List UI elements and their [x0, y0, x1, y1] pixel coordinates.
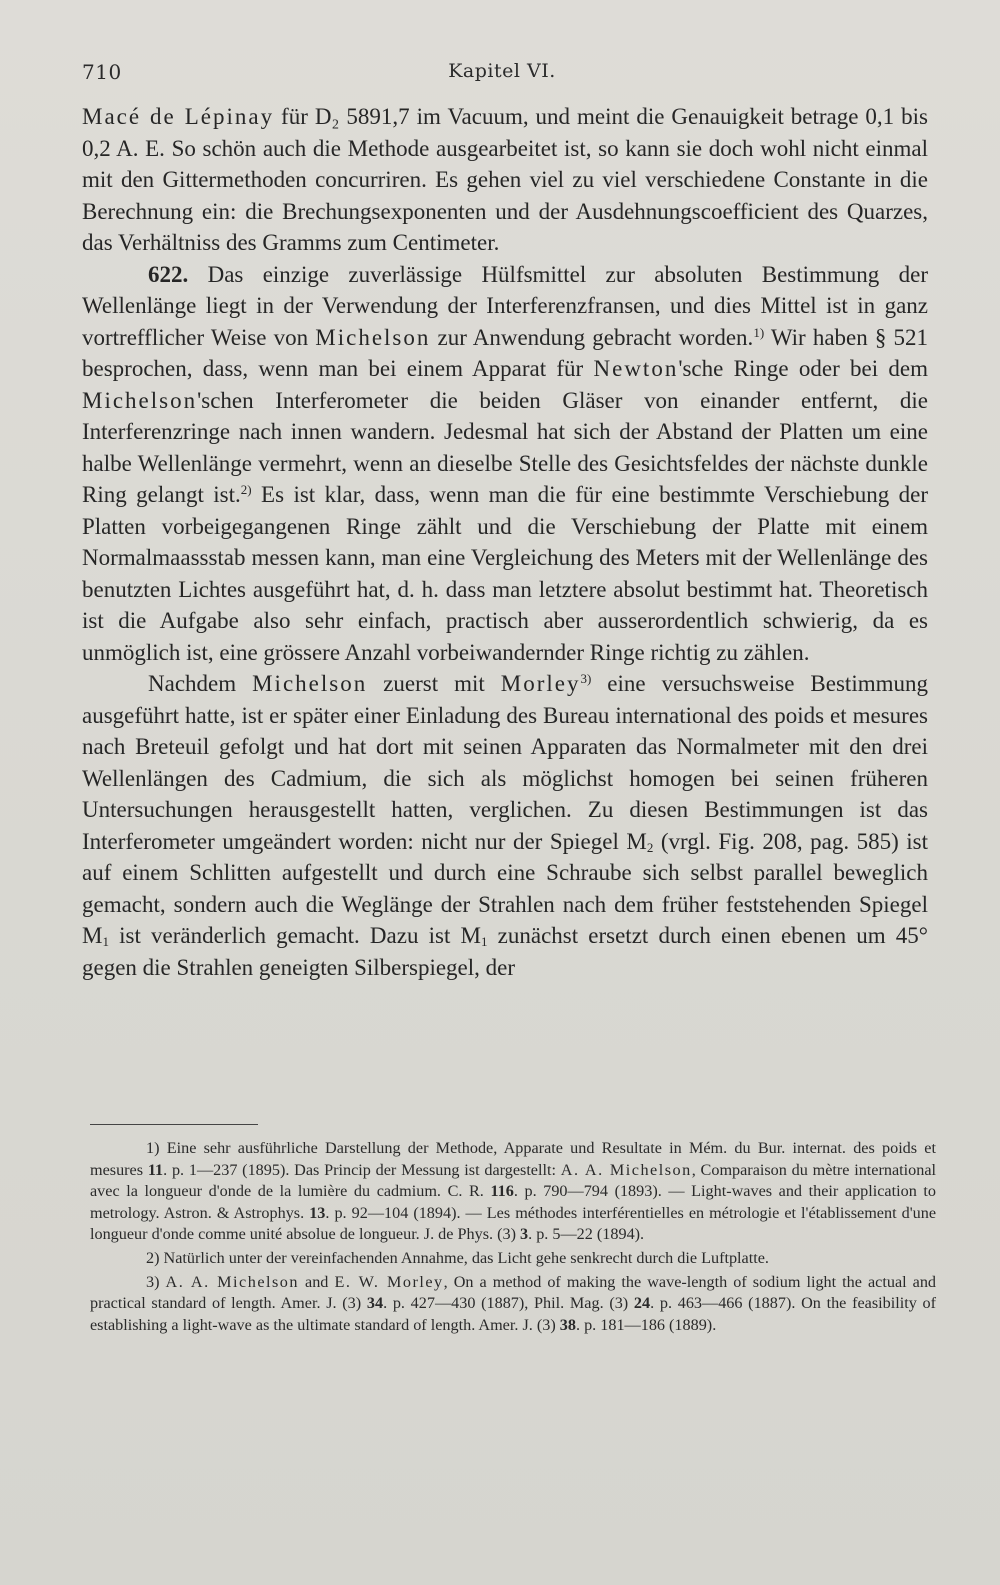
section-number: 622. [148, 261, 189, 287]
footnote-1 [90, 1138, 936, 1246]
footnote-text: . p. 790—794 (1893). — Light-waves and their application to metrology. Astron. & Astrophys. [90, 1182, 936, 1222]
footnote-divider [90, 1124, 258, 1125]
paragraph-text: zunächst ersetzt durch einen ebenen um 45° gegen die Strahlen geneigten Silberspiegel, der [82, 923, 929, 980]
volume-number: 116 [490, 1182, 514, 1201]
paragraph-text: 'sche Ringe oder bei dem [678, 356, 928, 381]
paragraph-1 [82, 101, 928, 259]
volume-number: 3 [520, 1225, 529, 1244]
running-head: Kapitel VI. [448, 60, 556, 82]
footnote-text: . p. 427—430 (1887), Phil. Mag. (3) [383, 1294, 634, 1313]
volume-number: 24 [633, 1294, 651, 1313]
footnote-text: , On a method of making the wave-length of sodium light the actual and practical standard of length. Amer. J. (3) [90, 1272, 937, 1313]
subscript: 1 [480, 934, 488, 949]
paragraph-text: eine versuchsweise Bestimmung ausgeführt hatte, ist er später einer Einladung des Bureau international des poids et mesures nach Breteuil gefolgt und hat dort mit seinen Apparaten das Normalmeter mit den drei Wellenlängen des Cadmium, die sich als möglichst homogen bei seinen früheren Untersuchungen herausgestellt hatten, verglichen. Zu diesen Bestimmungen ist das Interferometer umgeändert worden: nicht nur der Spiegel M [82, 671, 928, 854]
subscript: 1 [102, 934, 109, 949]
page-header [82, 60, 922, 88]
footnote-ref: 1) [753, 324, 765, 340]
footnote-text: . p. 463—466 (1887). On the feasibility of establishing a light-wave as the ultimate standard of length. Amer. J. (3) [90, 1294, 937, 1334]
paragraph-3 [82, 668, 928, 983]
author-name: Newton [593, 356, 679, 381]
footnote-ref: 2) [240, 482, 252, 497]
paragraph-text: zuerst mit [367, 671, 501, 696]
footnote-text: 2) Natürlich unter der vereinfachenden Annahme, das Licht gehe senkrecht durch die Luftplatte. [146, 1248, 769, 1267]
paragraph-text: 'schen Interferometer die beiden Gläser von einander entfernt, die Interferenzringe nach innen wandern. Jedesmal hat sich der Abstand der Platten um eine halbe Wellenlänge vermehrt, wenn an dieselbe Stelle des Gesichtsfeldes der nächste dunkle Ring gelangt ist. [82, 387, 928, 507]
main-text [82, 101, 928, 983]
paragraph-text: (vrgl. Fig. 208, pag. 585) ist auf einem Schlitten aufgestellt und durch eine Schraube sich selbst parallel beweglich gemacht, sondern auch die Weglänge der Strahlen nach dem früher feststehenden Spiegel M [82, 828, 928, 948]
author-name: A. A. Michelson [165, 1272, 299, 1291]
footnote-text: . p. 181—186 (1889). [575, 1315, 717, 1334]
paragraph-2 [82, 259, 928, 669]
author-name: A. A. Michelson [560, 1160, 692, 1179]
volume-number: 38 [559, 1315, 576, 1334]
paragraph-text: ist veränderlich gemacht. Dazu ist M [108, 923, 481, 948]
volume-number: 34 [366, 1294, 384, 1313]
volume-number: 11 [147, 1160, 164, 1179]
footnote-text: . p. 92—104 (1894). — Les méthodes interférentielles en métrologie et l'établissement d'une longueur d'onde comme unité absolue de longueur. J. de Phys. (3) [90, 1203, 936, 1244]
author-name: Michelson [252, 671, 368, 696]
paragraph-text: Wir haben § 521 besprochen, dass, wenn man bei einem Apparat für [82, 324, 928, 381]
author-name: Morley [500, 671, 581, 696]
volume-number: 13 [309, 1203, 326, 1222]
footnote-text: , Comparaison du mètre international avec la longueur d'onde de la lumière du cadmium. C. R. [90, 1160, 937, 1201]
author-name: Michelson [82, 387, 198, 413]
subscript: 2 [646, 839, 654, 855]
footnote-text: . p. 5—22 (1894). [528, 1225, 645, 1244]
page-number: 710 [82, 60, 122, 84]
paragraph-text: für D₂ 5891,7 im Vacuum, und meint die Genauigkeit betrage 0,1 bis 0,2 A. E. So schön auch die Methode ausgearbeitet ist, so kann sie doch wohl nicht einmal mit den Gittermethoden concurriren. Es gehen viel zu viel verschiedene Constante in die Berechnung ein: die Brechungsexponenten und der Ausdehnungscoefficient des Quarzes, das Verhältniss des Gramms zum Centimeter. [82, 104, 928, 255]
paragraph-text: Es ist klar, dass, wenn man die für eine bestimmte Verschiebung der Platten vorbeigegangenen Ringe zählt und die Verschiebung der Platte mit einem Normalmaassstab messen kann, man eine Vergleichung des Meters mit der Wellenlänge des benutzten Lichtes ausgeführt hat, d. h. dass man letztere absolut bestimmt hat. Theoretisch ist die Aufgabe also sehr einfach, practisch aber ausserordentlich schwierig, da es unmöglich ist, eine grössere Anzahl vorbeiwandernder Ringe richtig zu zählen. [82, 482, 928, 665]
paragraph-text: Nachdem [148, 671, 253, 696]
footnote-ref: 3) [580, 671, 592, 686]
author-name: E. W. Morley [334, 1272, 444, 1291]
author-name: Macé de Lépinay [82, 104, 275, 129]
footnote-2 [90, 1248, 936, 1270]
paragraph-text: zur Anwendung gebracht worden. [430, 324, 754, 350]
footnote-text: 3) [146, 1272, 166, 1291]
paragraph-text: Das einzige zuverlässige Hülfsmittel zur absoluten Bestimmung der Wellenlänge liegt in der Verwendung der Interferenzfransen, und dies Mittel ist in ganz vortrefflicher Weise von [82, 261, 928, 350]
author-name: Michelson [315, 324, 431, 350]
footnote-text: . p. 1—237 (1895). Das Princip der Messung ist dargestellt: [163, 1160, 561, 1179]
footnote-3 [90, 1272, 936, 1337]
footnotes [90, 1138, 936, 1338]
footnote-text: 1) Eine sehr ausführliche Darstellung der Methode, Apparate und Resultate in Mém. du Bur. internat. des poids et mesures [90, 1139, 936, 1179]
footnote-text: and [299, 1272, 335, 1291]
